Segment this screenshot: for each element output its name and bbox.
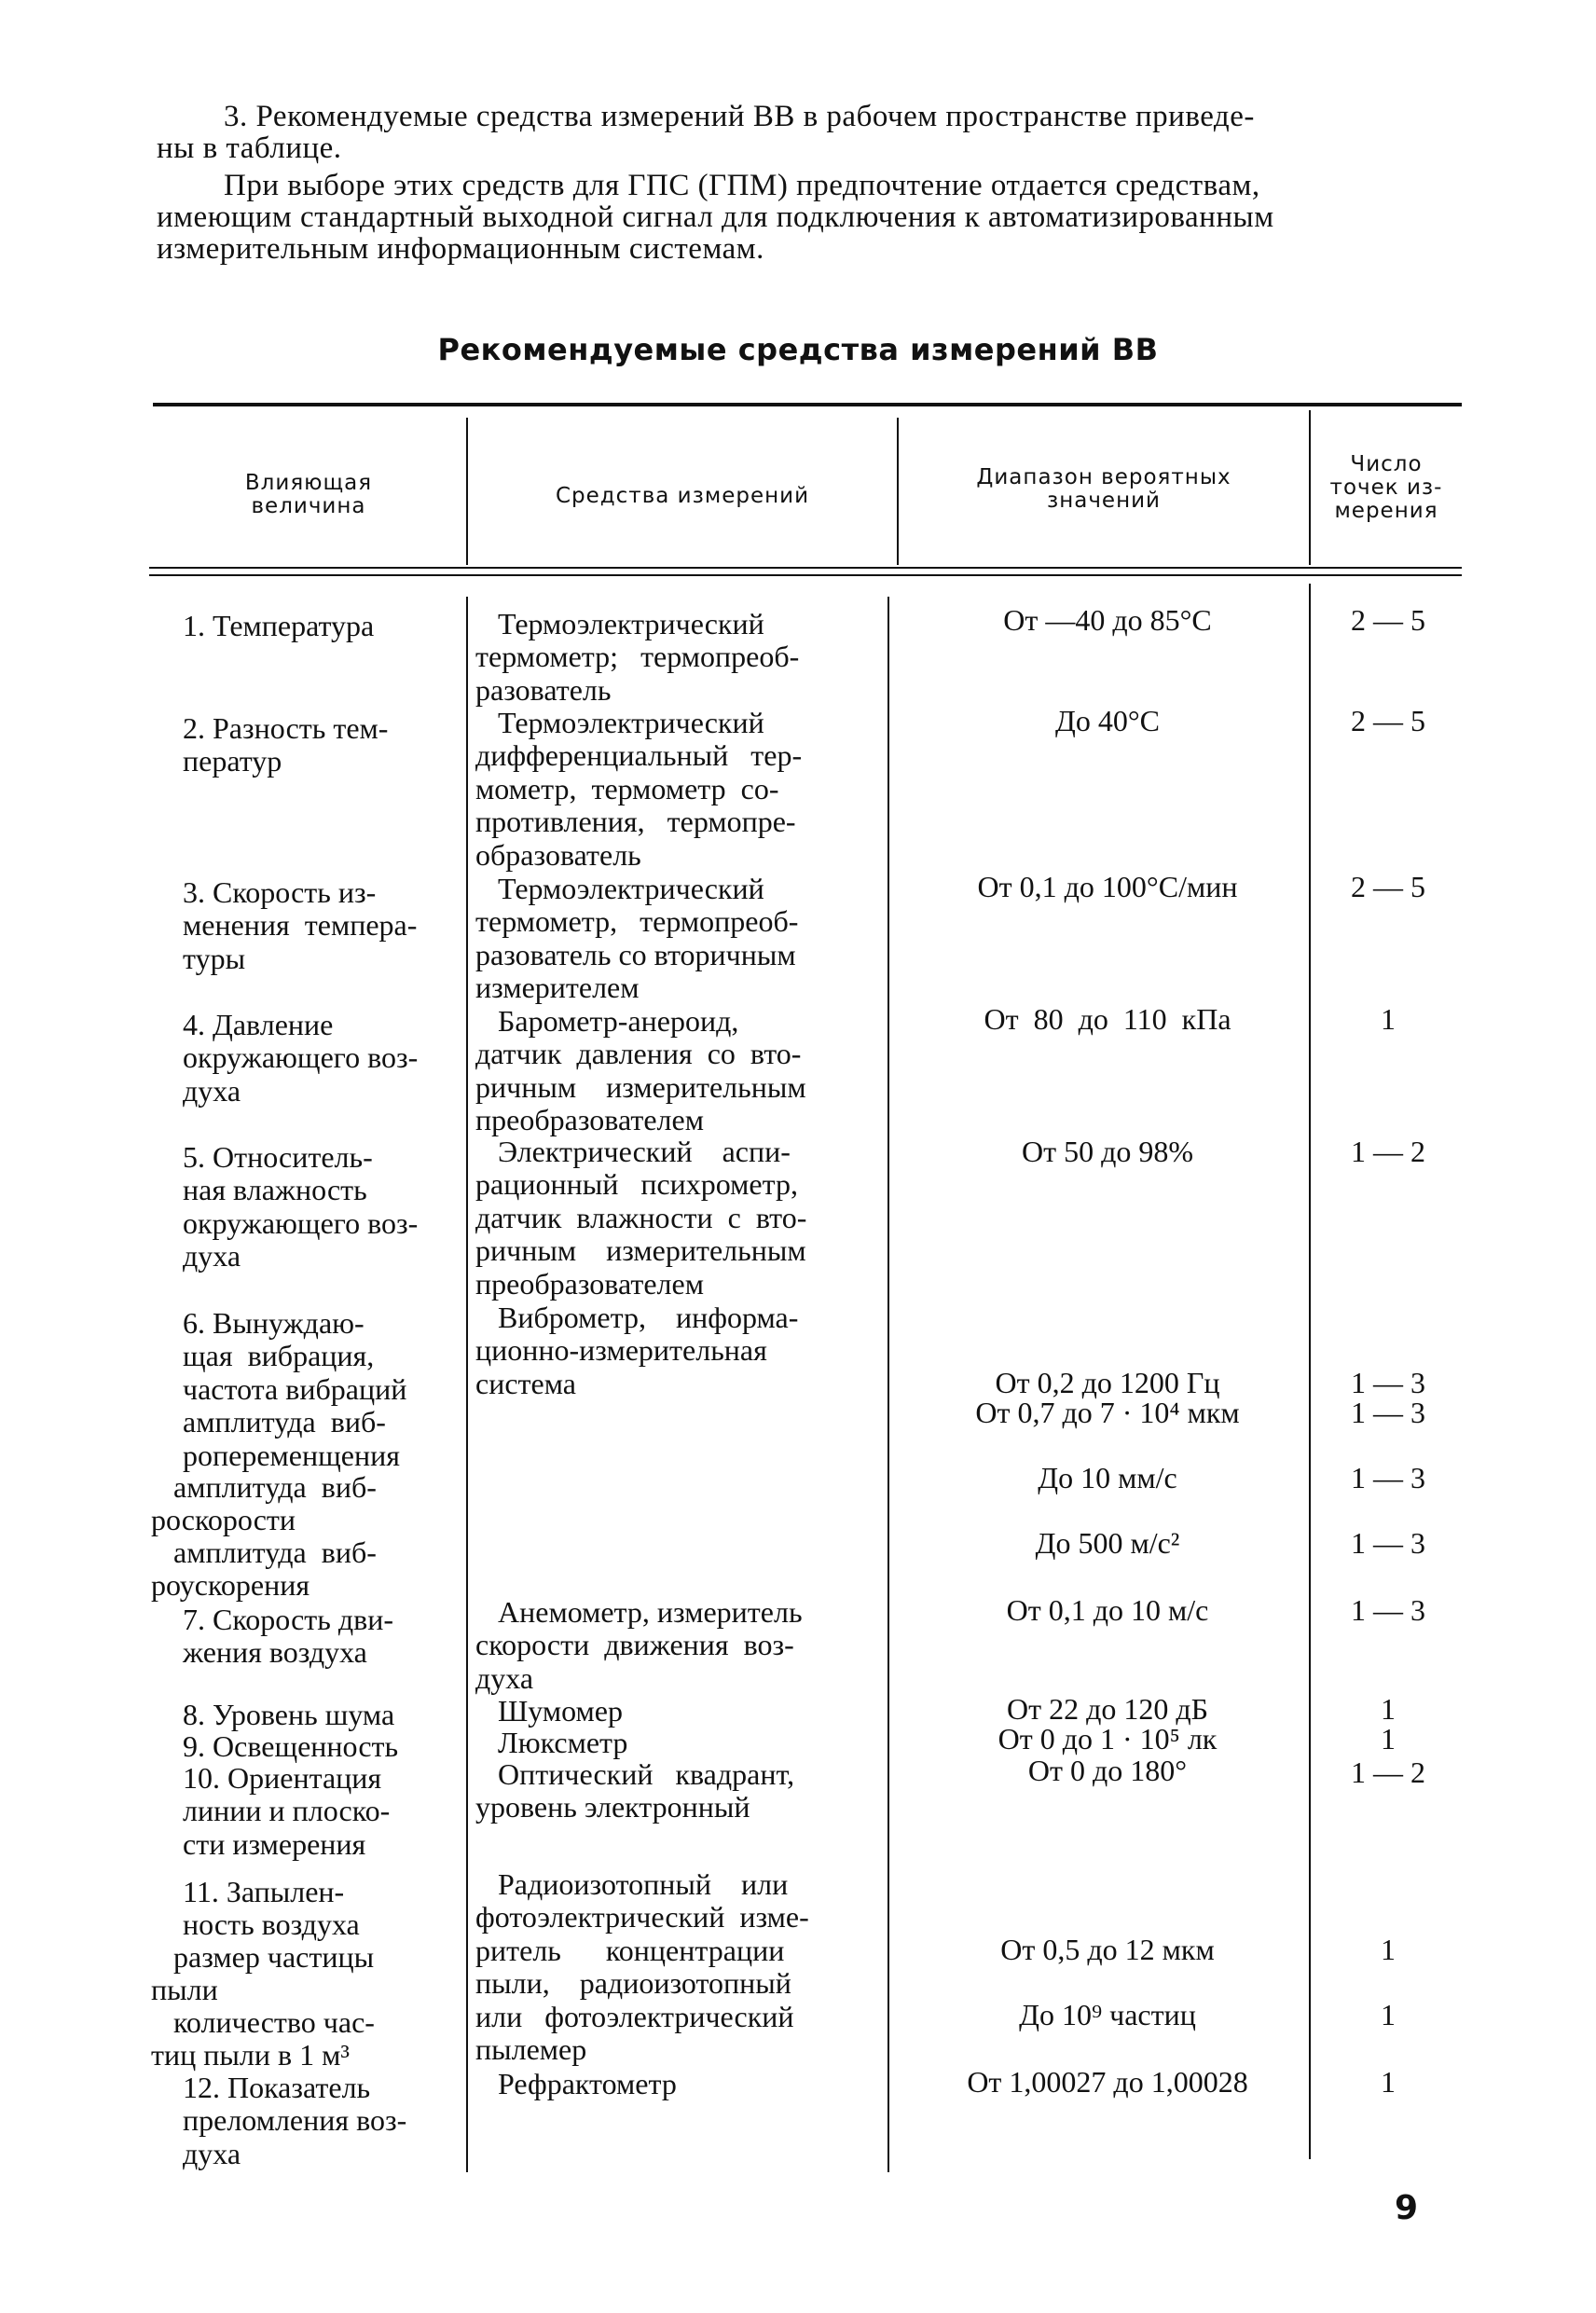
row-3-instrument: Термоэлектрический термометр, термопреоб- разователь со вторичным измерителем — [475, 872, 799, 1005]
intro-paragraph-1-line-1: 3. Рекомендуемые средства измерений ВВ в рабочем пространстве приведе- — [224, 100, 1255, 133]
row-11c-range: До 10⁹ частиц — [1019, 1998, 1196, 2031]
table-header-rule-2 — [149, 574, 1462, 576]
page-number: 9 — [1395, 2189, 1419, 2227]
row-9-quantity: 9. Освещенность — [183, 1729, 399, 1763]
row-10-range: От 0 до 180° — [1027, 1754, 1188, 1787]
row-3-points: 2 — 5 — [1351, 870, 1425, 903]
row-1-points: 2 — 5 — [1351, 603, 1425, 637]
row-6-points-frequency: 1 — 3 — [1351, 1366, 1425, 1399]
intro-paragraph-2-line-1: При выборе этих средств для ГПС (ГПМ) предпочтение отдается средствам, — [224, 169, 1260, 202]
intro-text — [157, 101, 1462, 265]
row-9-points: 1 — [1381, 1722, 1396, 1755]
row-6c-quantity: амплитуда виб- роускорения — [151, 1535, 377, 1603]
row-6-points-displacement: 1 — 3 — [1351, 1396, 1425, 1429]
row-11c-quantity: количество час- тиц пыли в 1 м³ — [151, 2005, 375, 2072]
row-7-range: От 0,1 до 10 м/с — [1006, 1593, 1209, 1627]
intro-paragraph-2-line-2: имеющим стандартный выходной сигнал для подключения к автоматизированным — [157, 200, 1274, 234]
row-12-quantity: 12. Показатель преломления воз- духа — [183, 2071, 407, 2170]
row-4-range: От 80 до 110 кПа — [984, 1002, 1231, 1036]
row-5-instrument: Электрический аспи- рационный психрометр, датчик влажности с вто- ричным измерительным преобразователем — [475, 1135, 807, 1301]
row-1-range: От —40 до 85°C — [1003, 603, 1212, 637]
column-separator-2 — [897, 418, 899, 565]
row-4-points: 1 — [1381, 1002, 1396, 1036]
row-8-quantity: 8. Уровень шума — [183, 1698, 395, 1731]
table-top-rule — [153, 403, 1462, 406]
row-7-quantity: 7. Скорость дви- жения воздуха — [183, 1603, 394, 1670]
row-4-instrument: Барометр-анероид, датчик давления со вто- ричным измерительным преобразователем — [475, 1004, 806, 1137]
row-11b-range: От 0,5 до 12 мкм — [1000, 1933, 1215, 1966]
row-8-points: 1 — [1381, 1692, 1396, 1726]
intro-paragraph-2-line-3: измерительным информационным системам. — [157, 232, 764, 266]
row-12-points: 1 — [1381, 2065, 1396, 2099]
row-6c-points: 1 — 3 — [1351, 1526, 1425, 1560]
row-6-range-frequency: От 0,2 до 1200 Гц — [995, 1366, 1220, 1399]
row-10-instrument: Оптический квадрант, уровень электронный — [475, 1757, 795, 1824]
row-12-instrument: Рефрактометр — [475, 2067, 677, 2100]
row-1-quantity: 1. Температура — [183, 609, 375, 642]
row-4-quantity: 4. Давление окружающего воз- духа — [183, 1008, 419, 1108]
row-11-instrument: Радиоизотопный или фотоэлектрический изме- ритель концентрации пыли, радиоизотопный или фотоэлектрический пылемер — [475, 1867, 809, 2067]
row-2-points: 2 — 5 — [1351, 704, 1425, 737]
row-6-instrument: Виброметр, информа- ционно-измерительная система — [475, 1301, 799, 1400]
row-11-quantity: 11. Запылен- ность воздуха — [183, 1875, 360, 1942]
row-8-range: От 22 до 120 дБ — [1006, 1692, 1209, 1726]
row-7-points: 1 — 3 — [1351, 1593, 1425, 1627]
row-6-range-displacement: От 0,7 до 7 · 10⁴ мкм — [975, 1396, 1240, 1429]
row-10-quantity: 10. Ориентация линии и плоско- сти измерения — [183, 1761, 391, 1861]
row-5-quantity: 5. Относитель- ная влажность окружающего воз- духа — [183, 1140, 419, 1274]
row-8-instrument: Шумомер — [475, 1694, 623, 1728]
row-2-quantity: 2. Разность тем- ператур — [183, 711, 389, 778]
column-separator-2-body — [887, 597, 889, 2172]
row-9-range: От 0 до 1 · 10⁵ лк — [998, 1722, 1218, 1755]
header-value-range: Диапазон вероятных значений — [976, 465, 1231, 513]
row-6b-range: До 10 мм/с — [1038, 1461, 1177, 1494]
row-6b-points: 1 — 3 — [1351, 1461, 1425, 1494]
row-5-points: 1 — 2 — [1351, 1135, 1425, 1168]
intro-paragraph-1-line-2: ны в таблице. — [157, 131, 342, 165]
column-separator-1 — [466, 418, 468, 565]
row-9-instrument: Люксметр — [475, 1726, 628, 1759]
row-6c-range: До 500 м/с² — [1035, 1526, 1180, 1560]
row-6-quantity: 6. Вынуждаю- щая вибрация, частота вибраций амплитуда виб- ропеременщения — [183, 1306, 407, 1472]
row-7-instrument: Анемометр, измеритель скорости движения воз- духа — [475, 1595, 803, 1695]
row-10-points: 1 — 2 — [1351, 1755, 1425, 1789]
row-11b-points: 1 — [1381, 1933, 1396, 1966]
row-12-range: От 1,00027 до 1,00028 — [967, 2065, 1248, 2099]
table-header-rule — [149, 567, 1462, 569]
table-title: Рекомендуемые средства измерений ВВ — [437, 332, 1159, 367]
row-2-range: До 40°C — [1055, 704, 1160, 737]
header-measuring-instruments: Средства измерений — [555, 484, 810, 508]
row-6b-quantity: амплитуда виб- роскорости — [151, 1470, 377, 1537]
row-3-quantity: 3. Скорость из- менения темпера- туры — [183, 875, 418, 975]
header-measurement-points: Число точек из- мерения — [1329, 452, 1443, 523]
row-1-instrument: Термоэлектрический термометр; термопреоб- разователь — [475, 607, 800, 707]
row-3-range: От 0,1 до 100°C/мин — [977, 870, 1238, 903]
row-11b-quantity: размер частицы пыли — [151, 1940, 375, 2007]
row-5-range: От 50 до 98% — [1021, 1135, 1194, 1168]
row-11c-points: 1 — [1381, 1998, 1396, 2031]
row-2-instrument: Термоэлектрический дифференциальный тер- мометр, термометр со- противления, термопре- образователь — [475, 706, 803, 872]
header-influencing-quantity: Влияющая величина — [244, 471, 373, 518]
